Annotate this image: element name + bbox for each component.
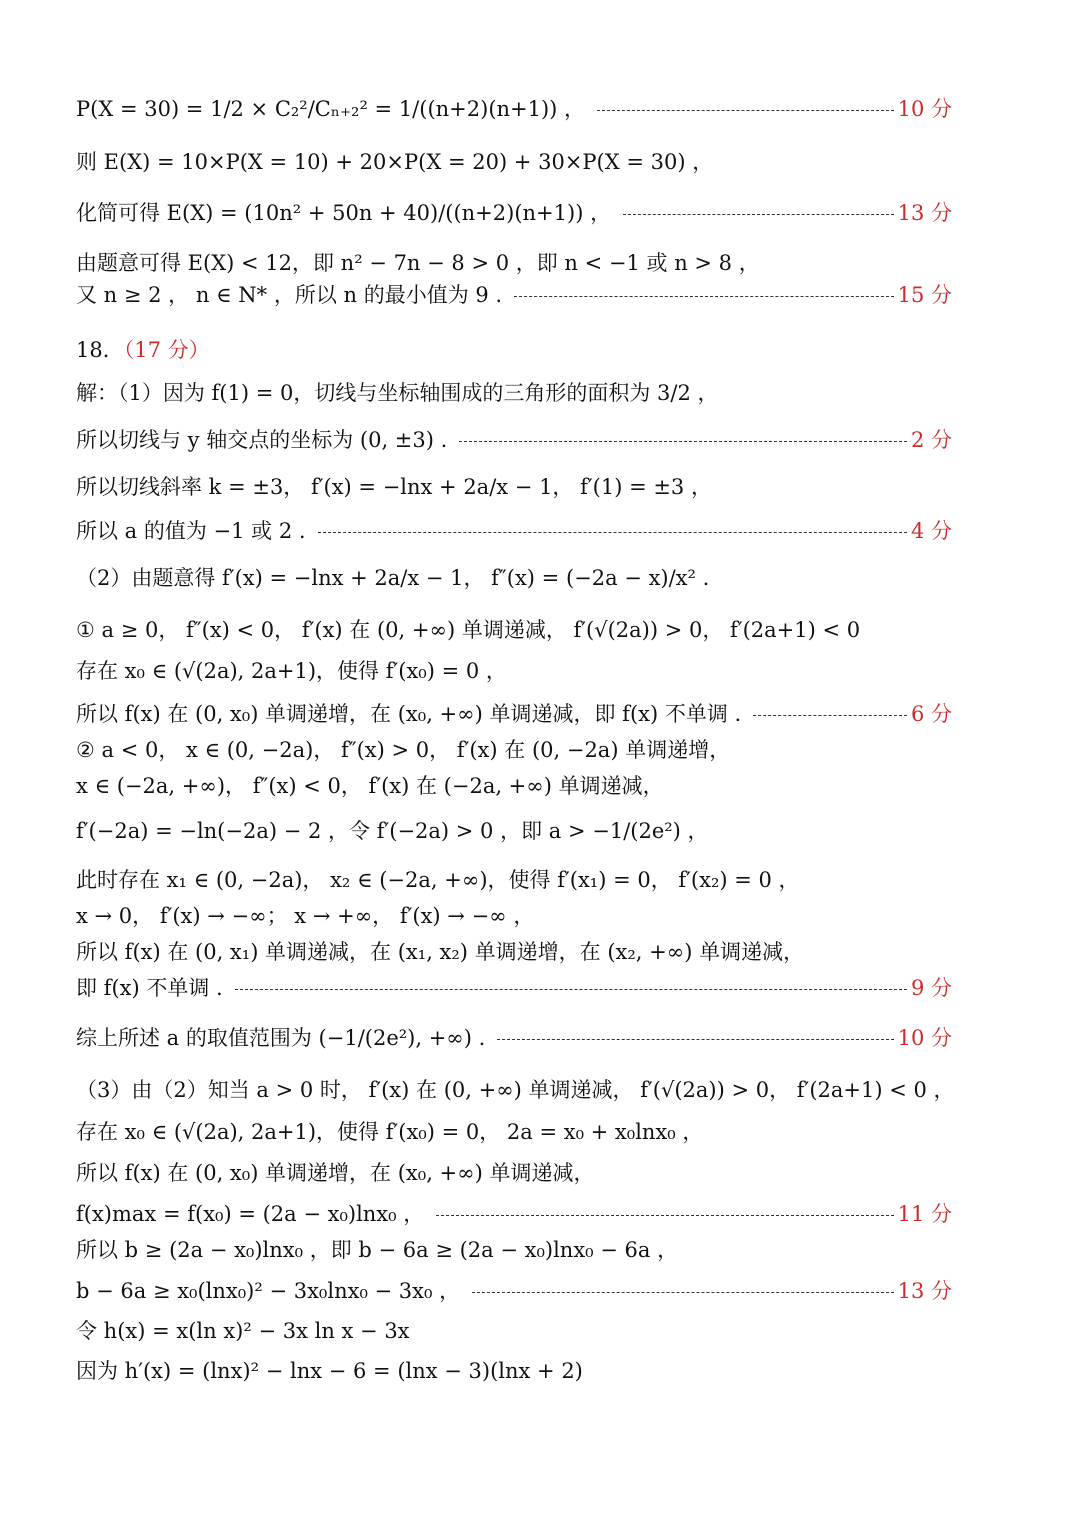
score-mark: 13 分 (897, 201, 952, 225)
solution-line (76, 144, 952, 178)
solution-line (76, 1012, 952, 1062)
solution-line (76, 1272, 952, 1308)
question-header (76, 334, 210, 364)
solution-line (76, 372, 952, 412)
math-text: b − 6a ≥ x₀(lnx₀)² − 3x₀lnx₀ − 3x₀ ， (76, 1279, 461, 1303)
solution-line (76, 898, 952, 932)
math-text: x ∈ (−2a, +∞)， f″(x) < 0， f′(x) 在 (−2a, +∞) 单调递减， (76, 774, 664, 798)
solution-line (76, 1114, 952, 1148)
math-text: 存在 x₀ ∈ (√(2a), 2a+1)，使得 f′(x₀) = 0， 2a = x₀ + x₀lnx₀ ， (76, 1120, 704, 1144)
dashed-leader (597, 110, 894, 111)
math-text: 存在 x₀ ∈ (√(2a), 2a+1)，使得 f′(x₀) = 0 ， (76, 659, 507, 683)
score-mark: 6 分 (910, 702, 952, 726)
score-mark: 13 分 (897, 1279, 952, 1303)
math-text: （3）由（2）知当 a > 0 时， f′(x) 在 (0, +∞) 单调递减， f′(√(2a)) > 0， f′(2a+1) < 0 ， (76, 1078, 955, 1102)
math-text: 综上所述 a 的取值范围为 (−1/(2e²), +∞) . (76, 1026, 486, 1050)
dashed-leader (623, 214, 894, 215)
dashed-leader (472, 1292, 893, 1293)
dashed-leader (514, 296, 894, 297)
math-text: P(X = 30) = 1/2 × C₂²/Cₙ₊₂² = 1/((n+2)(n+1)) ， (76, 97, 586, 121)
solution-line (76, 466, 952, 506)
solution-line (76, 1155, 952, 1189)
score-mark: 4 分 (910, 519, 952, 543)
solution-line (76, 1072, 955, 1106)
solution-line (76, 1232, 952, 1266)
math-text: 因为 h′(x) = (lnx)² − lnx − 6 = (lnx − 3)(lnx + 2) (76, 1359, 583, 1383)
math-text: ② a < 0， x ∈ (0, −2a)， f″(x) > 0， f′(x) 在 (0, −2a) 单调递增， (76, 738, 731, 762)
solution-line (76, 732, 952, 766)
dashed-leader (459, 441, 907, 442)
score-mark: 2 分 (910, 428, 952, 452)
math-text: f′(−2a) = −ln(−2a) − 2 ，令 f′(−2a) > 0 ，即 a > −1/(2e²) ， (76, 819, 709, 843)
math-text: 所以 b ≥ (2a − x₀)lnx₀ ，即 b − 6a ≥ (2a − x₀)lnx₀ − 6a ， (76, 1238, 679, 1262)
solution-line (76, 246, 952, 278)
math-text: （2）由题意得 f′(x) = −lnx + 2a/x − 1， f″(x) = (−2a − x)/x² . (76, 566, 710, 590)
solution-line (76, 556, 952, 598)
solution-line (76, 970, 952, 1004)
solution-line (76, 1352, 952, 1388)
math-text: 解：（1）因为 f(1) = 0，切线与坐标轴围成的三角形的面积为 3/2 ， (76, 381, 719, 405)
math-text: 则 E(X) = 10×P(X = 10) + 20×P(X = 20) + 30×P(X = 30) ， (76, 150, 714, 174)
question-points: （17 分） (123, 338, 210, 362)
math-text: 所以 a 的值为 −1 或 2 . (76, 519, 306, 543)
solution-line (76, 514, 952, 546)
math-text: 又 n ≥ 2 ， n ∈ N* ，所以 n 的最小值为 9 . (76, 283, 503, 307)
score-mark: 10 分 (897, 1026, 952, 1050)
solution-line (76, 612, 952, 646)
math-text: 由题意可得 E(X) < 12，即 n² − 7n − 8 > 0 ，即 n < −1 或 n > 8 ， (76, 251, 760, 275)
math-text: 所以切线斜率 k = ±3， f′(x) = −lnx + 2a/x − 1， f′(1) = ±3 ， (76, 475, 712, 499)
solution-line (76, 696, 952, 730)
solution-line (76, 654, 952, 686)
dashed-leader (497, 1039, 893, 1040)
solution-line (76, 808, 952, 852)
math-text: ① a ≥ 0， f″(x) < 0， f′(x) 在 (0, +∞) 单调递减， f′(√(2a)) > 0， f′(2a+1) < 0 (76, 618, 861, 642)
solution-line (76, 278, 952, 310)
math-text: 所以切线与 y 轴交点的坐标为 (0, ±3) . (76, 428, 448, 452)
solution-line (76, 934, 952, 968)
math-text: 即 f(x) 不单调 . (76, 976, 223, 1000)
math-text: 令 h(x) = x(ln x)² − 3x ln x − 3x (76, 1319, 410, 1343)
score-mark: 11 分 (897, 1202, 952, 1226)
score-mark: 10 分 (897, 97, 952, 121)
solution-line (76, 1196, 952, 1230)
math-text: 化简可得 E(X) = (10n² + 50n + 40)/((n+2)(n+1)) ， (76, 201, 612, 225)
math-text: f(x)max = f(x₀) = (2a − x₀)lnx₀ ， (76, 1202, 425, 1226)
math-text: 此时存在 x₁ ∈ (0, −2a)， x₂ ∈ (−2a, +∞)，使得 f′(x₁) = 0， f′(x₂) = 0 ， (76, 868, 800, 892)
math-text: 所以 f(x) 在 (0, x₀) 单调递增，在 (x₀, +∞) 单调递减，即 f(x) 不单调 . (76, 702, 742, 726)
question-number: 18． (76, 338, 124, 362)
score-mark: 15 分 (897, 283, 952, 307)
solution-line (76, 190, 952, 234)
dashed-leader (235, 989, 907, 990)
math-text: 所以 f(x) 在 (0, x₁) 单调递减，在 (x₁, x₂) 单调递增，在 (x₂, +∞) 单调递减， (76, 940, 805, 964)
dashed-leader (436, 1215, 893, 1216)
math-text: x → 0， f′(x) → −∞； x → +∞， f′(x) → −∞ ， (76, 904, 535, 928)
math-text: 所以 f(x) 在 (0, x₀) 单调递增，在 (x₀, +∞) 单调递减， (76, 1161, 595, 1185)
solution-line (76, 1312, 952, 1348)
solution-line (76, 422, 952, 456)
dashed-leader (753, 715, 907, 716)
solution-line (76, 862, 952, 896)
solution-line (76, 768, 952, 802)
score-mark: 9 分 (910, 976, 952, 1000)
dashed-leader (318, 532, 907, 533)
solution-line (76, 88, 952, 128)
